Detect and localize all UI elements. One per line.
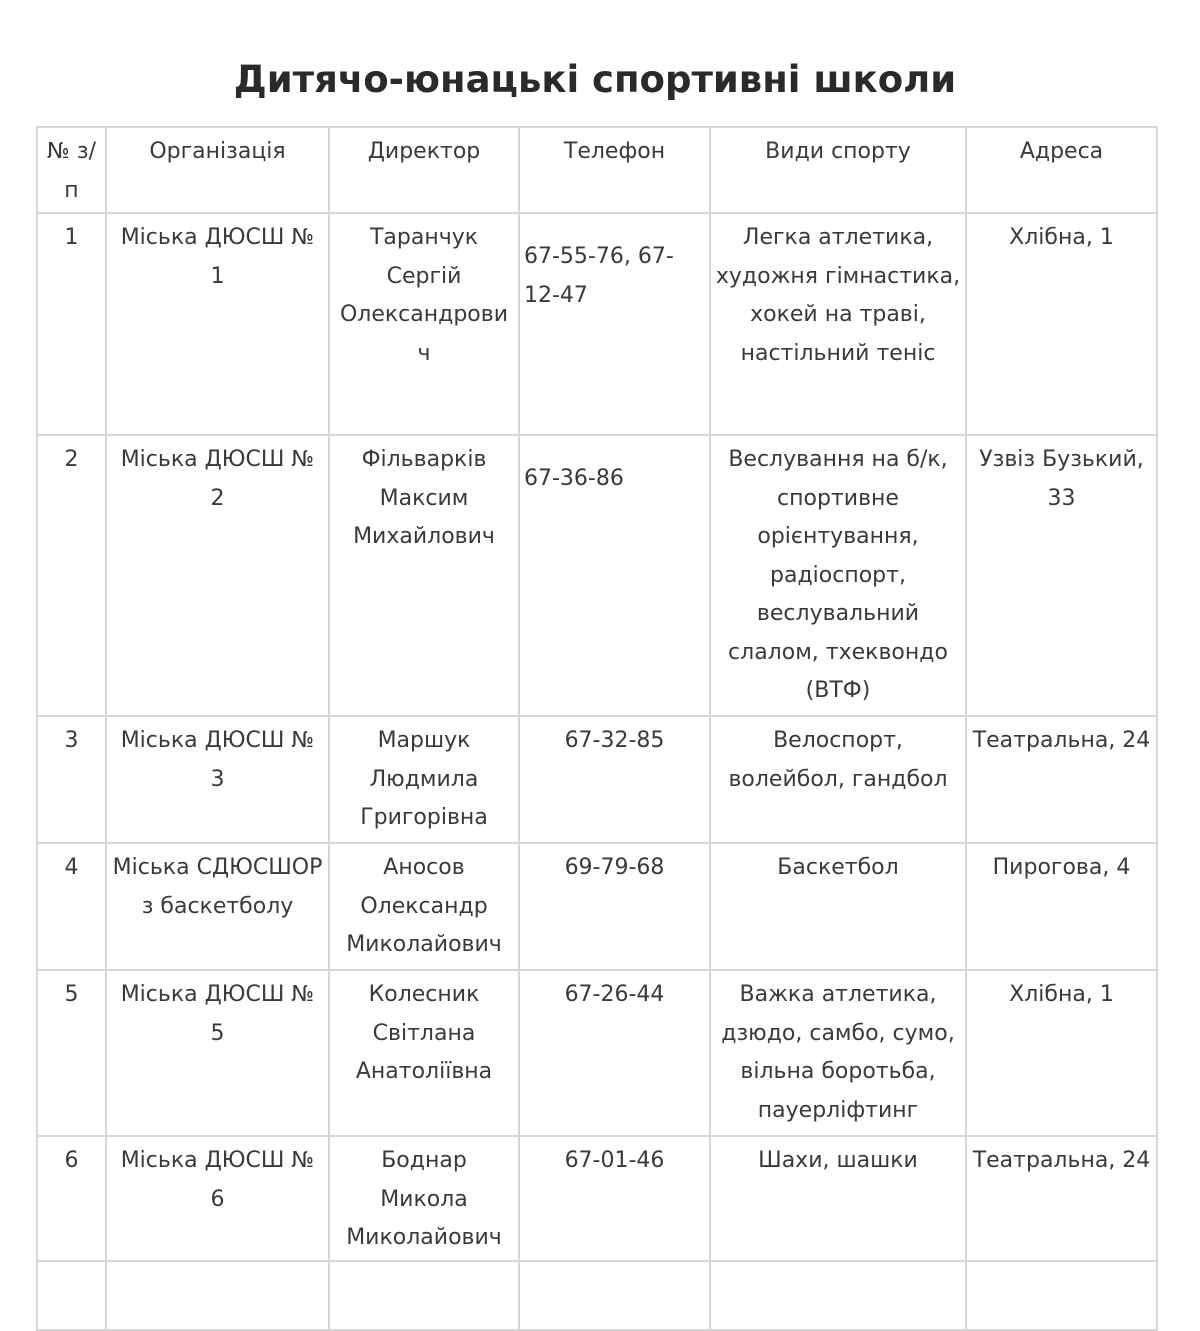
table-header-row: [37, 127, 1157, 213]
cell-sports: Шахи, шашки: [710, 1136, 966, 1261]
cell-director: Боднар Микола Миколайович: [329, 1136, 519, 1261]
cell-address: Хлібна, 1: [966, 213, 1157, 435]
header-sports: Види спорту: [710, 127, 966, 213]
cell-num: 1: [37, 213, 106, 435]
cell-phone: 67-32-85: [519, 716, 710, 843]
cell-phone: 67-01-46: [519, 1136, 710, 1261]
sports-schools-table: [36, 126, 1158, 1331]
cell-director: Маршук Людмила Григорівна: [329, 716, 519, 843]
cell-empty: [966, 1261, 1157, 1330]
cell-sports: Легка атлетика, художня гімнастика, хокей на траві, настільний теніс: [710, 213, 966, 435]
cell-director: Колесник Світлана Анатоліївна: [329, 970, 519, 1136]
cell-empty: [329, 1261, 519, 1330]
table-row: [37, 213, 1157, 435]
cell-director: Таранчук Сергій Олександрович: [329, 213, 519, 435]
cell-phone: [519, 213, 710, 435]
cell-organization: Міська ДЮСШ № 5: [106, 970, 329, 1136]
cell-sports: Велоспорт, волейбол, гандбол: [710, 716, 966, 843]
cell-address: Театральна, 24: [966, 716, 1157, 843]
cell-sports: Важка атлетика, дзюдо, самбо, сумо, вільна боротьба, пауерліфтинг: [710, 970, 966, 1136]
cell-address: Пирогова, 4: [966, 843, 1157, 970]
cell-address: Хлібна, 1: [966, 970, 1157, 1136]
header-phone: Телефон: [519, 127, 710, 213]
table-row-partial: [37, 1261, 1157, 1330]
phone-text: 67-36-86: [524, 466, 624, 491]
cell-sports: Веслування на б/к, спортивне орієнтування, радіоспорт, веслувальний слалом, тхеквондо (ВТФ): [710, 435, 966, 716]
header-address: Адреса: [966, 127, 1157, 213]
cell-phone: [519, 435, 710, 716]
cell-num: 6: [37, 1136, 106, 1261]
cell-empty: [106, 1261, 329, 1330]
cell-director: Аносов Олександр Миколайович: [329, 843, 519, 970]
page-title: Дитячо-юнацькі спортивні школи: [233, 58, 957, 101]
cell-phone: 69-79-68: [519, 843, 710, 970]
cell-address: Узвіз Бузький, 33: [966, 435, 1157, 716]
header-num: № з/п: [37, 127, 106, 213]
cell-director: Фільварків Максим Михайлович: [329, 435, 519, 716]
cell-num: 5: [37, 970, 106, 1136]
cell-empty: [710, 1261, 966, 1330]
phone-text: 67-55-76, 67-12-47: [524, 244, 674, 308]
cell-empty: [519, 1261, 710, 1330]
cell-organization: Міська СДЮСШОР з баскетболу: [106, 843, 329, 970]
table-row: [37, 970, 1157, 1136]
table-row: [37, 1136, 1157, 1261]
cell-empty: [37, 1261, 106, 1330]
cell-organization: Міська ДЮСШ № 6: [106, 1136, 329, 1261]
table-row: [37, 435, 1157, 716]
cell-num: 2: [37, 435, 106, 716]
header-organization: Організація: [106, 127, 329, 213]
cell-num: 3: [37, 716, 106, 843]
cell-organization: Міська ДЮСШ № 3: [106, 716, 329, 843]
cell-phone: 67-26-44: [519, 970, 710, 1136]
cell-address: Театральна, 24: [966, 1136, 1157, 1261]
cell-num: 4: [37, 843, 106, 970]
table-row: [37, 843, 1157, 970]
cell-organization: Міська ДЮСШ № 1: [106, 213, 329, 435]
header-director: Директор: [329, 127, 519, 213]
cell-organization: Міська ДЮСШ № 2: [106, 435, 329, 716]
table-row: [37, 716, 1157, 843]
cell-sports: Баскетбол: [710, 843, 966, 970]
